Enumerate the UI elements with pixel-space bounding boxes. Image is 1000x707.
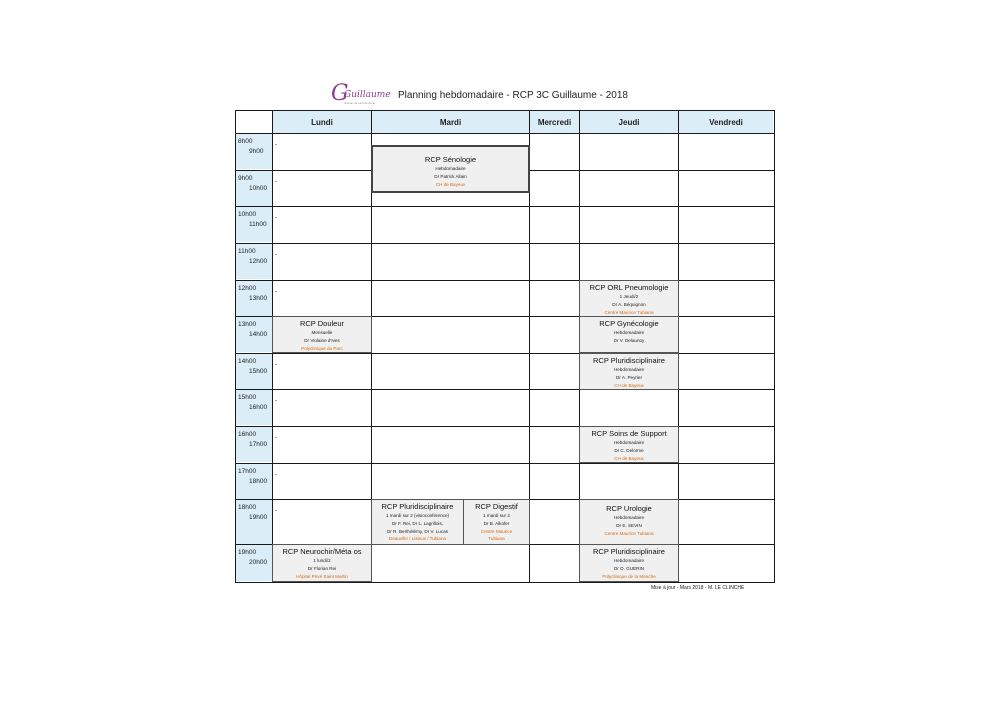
- time-slot: 15h00 - 16h00: [236, 390, 272, 425]
- time-slot: 11h00 - 12h00: [236, 244, 272, 279]
- time-slot: 19h00 20h00: [236, 545, 272, 581]
- grid-line: [235, 243, 774, 244]
- logo-letter: G: [331, 81, 349, 106]
- time-slot: 17h00 - 18h00: [236, 464, 272, 499]
- time-slot: 12h00 - 13h00: [236, 281, 272, 316]
- grid-line: [235, 389, 774, 390]
- event-rcp-pluridisciplinaire-jeudi-14h[interactable]: RCP Pluridisciplinaire Hebdomadaire Dr A. Peyrier CH de Bayeux: [579, 353, 679, 390]
- grid-line: [235, 280, 774, 281]
- event-rcp-douleur[interactable]: RCP Douleur Mensuelle Dr Violaine d'Ives Polyclinique du Parc: [272, 316, 372, 353]
- logo-subtitle: réseau de cancérologie: [344, 101, 376, 105]
- event-rcp-pluridisciplinaire-mardi[interactable]: RCP Pluridisciplinaire 1 mardi sur 2 (visioconférence) Dr F. Rei, Dr L. Lagrillois, Dr R. Berthélémy, Dr V. Lucas Deauville / Lisieux / Tubiana: [371, 499, 464, 545]
- update-footer: Mise à jour - Mars 2018 - M. LE CLINCHE: [651, 585, 745, 591]
- grid-line: [235, 206, 774, 207]
- time-slot: 18h00 - 19h00: [236, 500, 272, 544]
- time-slot: 8h00 - 9h00: [236, 134, 272, 169]
- event-rcp-digestif[interactable]: RCP Digestif 1 mardi sur 2 Dr B. Alkofer Centre Maurice Tubiana: [463, 499, 530, 545]
- grid-line: [235, 426, 774, 427]
- day-header-mardi: Mardi: [372, 111, 529, 133]
- day-header-lundi: Lundi: [273, 111, 371, 133]
- day-header-vendredi: Vendredi: [679, 111, 773, 133]
- event-rcp-urologie[interactable]: RCP Urologie Hebdomadaire Dr E. SEVIN Centre Maurice Tubiana: [579, 499, 679, 545]
- logo-wordmark: Guillaume: [344, 90, 391, 100]
- time-slot: 16h00 - 17h00: [236, 427, 272, 462]
- grid-line: [235, 463, 774, 464]
- day-header-mercredi: Mercredi: [530, 111, 579, 133]
- event-rcp-gynecologie[interactable]: RCP Gynécologie Hebdomadaire Dr V. Delaunoy: [579, 316, 679, 353]
- page-title: Planning hebdomadaire - RCP 3C Guillaume - 2018: [398, 90, 628, 101]
- event-rcp-pluridisciplinaire-jeudi-19h[interactable]: RCP Pluridisciplinaire Hebdomadaire Dr O. GUERIN Polyclinique de la Manche: [579, 544, 679, 582]
- day-header-jeudi: Jeudi: [580, 111, 678, 133]
- time-slot: 10h00 - 11h00: [236, 207, 272, 242]
- time-slot: 9h00 - 10h00: [236, 171, 272, 206]
- time-slot: 13h00 14h00: [236, 317, 272, 352]
- event-rcp-soins-de-support[interactable]: RCP Soins de Support Hebdomadaire Dr C. Delorme CH de Bayeux: [579, 426, 679, 463]
- grid-line: [235, 133, 774, 134]
- time-slot: 14h00 - 15h00: [236, 354, 272, 389]
- event-rcp-neurochir-meta-os[interactable]: RCP Neurochir/Méta os 1 lundi/2 Dr Florian Rei Hôpital Privé Saint Martin: [272, 544, 372, 582]
- weekly-schedule-grid: [235, 110, 775, 583]
- guillaume-logo: [331, 81, 391, 108]
- event-rcp-senologie[interactable]: RCP Sénologie Hebdomadaire Dr Patrick Allain CH de Bayeux: [371, 145, 530, 193]
- event-rcp-orl-pneumologie[interactable]: RCP ORL Pneumologie 1 Jeudi/2 Dr A. Béquignon Centre Maurice Tubiana: [579, 280, 679, 317]
- grid-line: [235, 353, 774, 354]
